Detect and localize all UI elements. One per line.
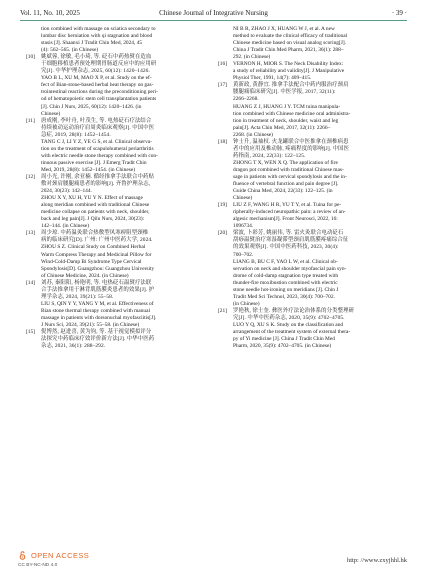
reference-item (218, 61, 398, 82)
reference-number: [17] (218, 82, 227, 89)
reference-line: 病的临床研究[D]. 广州: 广州中医药大学, 2024. (41, 237, 153, 244)
open-access-label: OPEN ACCESS (31, 551, 90, 560)
reference-number: [11] (26, 117, 35, 124)
reference-item (218, 308, 398, 350)
reference-line: ripherally-induced neuropathic pain: a review of an- (233, 209, 346, 216)
reference-line: 者中的应用及椎动脉, 疼痛程度的影响[J]. 中国医 (233, 145, 350, 152)
reference-number: [13] (26, 230, 35, 237)
reference-number: [19] (218, 202, 227, 209)
reference-line: ZHOU X Y, XU H, YU Y N. Effect of massage (41, 195, 143, 202)
reference-line: tion combined with Chinese medicine oral administra- (233, 110, 351, 117)
reference-line: 究[J]. 中华中医药杂志, 2020, 35(9): 4702–4705. (233, 314, 345, 321)
reference-line: 姚斌蓉, 徐敏, 毛小琦, 等. 砭石中药热熨在造血 (41, 54, 152, 61)
reference-line: 142–144. (in Chinese) (41, 223, 90, 230)
reference-number: [10] (26, 54, 35, 61)
page-number: · 39 · (391, 9, 407, 17)
reference-line: VERNON H, MIOR S. The Neck Disability Index: (233, 61, 344, 68)
reference-item (26, 174, 206, 230)
volume-issue: Vol. 11, No. 10, 2025 (20, 9, 80, 17)
reference-line: 700–702. (233, 251, 254, 258)
page-footer (0, 545, 427, 575)
reference-line: (4): 562–565. (in Chinese) (41, 47, 99, 54)
reference-number: [15] (26, 329, 35, 336)
reference-line: 药指南, 2024, 22(33): 122–125. (233, 152, 306, 159)
reference-line: Pharm, 2020, 35(9): 4702–4705. (in Chinese) (233, 343, 332, 350)
reference-line: 罗艳秋, 徐士奎. 彝医外疗法论治体系的分类整理研 (233, 307, 355, 314)
reference-item (26, 280, 206, 329)
reference-item (26, 329, 206, 350)
reference-line: 唐成刚, 李叶舟, 叶茂生, 等. 电热砭石疗法结合 (41, 117, 152, 124)
reference-line: Chinese medicine based on visual analog scoring[J]. (233, 40, 347, 47)
reference-line: Spondylosis[D]. Guangzhou: Guangzhou University (41, 265, 155, 272)
open-access-lock-icon (18, 551, 27, 560)
reference-line: NI B R, ZHAO J X, HUANG W J, et al. A new (233, 26, 335, 32)
reference-line: stone needle hot-ironing on meridians [J]. Chin J (233, 286, 339, 293)
reference-line: LIU Z F, WANG H R, YU T Y, et al. Tuina for pe- (233, 202, 342, 209)
reference-item (218, 230, 398, 308)
reference-item (218, 82, 398, 138)
references-right-column (218, 26, 398, 350)
reference-line: fect of Bian-stone-based herbal heat therapy on gas- (41, 82, 154, 89)
reference-line: 周少琼. 中药温灸联合热敷型风寒痹阻型颈椎 (41, 230, 149, 237)
reference-line: fluence of vertebral function and pain degree [J]. (233, 181, 339, 188)
reference-line: py of Yi medicine [J]. China J Tradit Chin Med (233, 336, 335, 343)
reference-line: 1096734. (233, 223, 254, 230)
reference-line: lumbar disc herniation with qi stagnation and blood (41, 33, 153, 40)
reference-line: along meridian combined with traditional Chinese (41, 202, 150, 209)
reference-line: 2268. (in Chinese) (233, 131, 273, 138)
reference-line: tion in treatment of neck, shoulder, waist and leg (233, 117, 339, 124)
reference-line: medicine collapse on patients with neck, shoulder, (41, 209, 150, 216)
reference-line: trointestinal reactions during the preconditioning peri- (41, 89, 158, 96)
reference-line: 腰腿痛临床研究[J]. 中医学报, 2017, 32(11): (233, 89, 336, 96)
reference-line: LUO Y Q, XU S K. Study on the classification and (233, 321, 344, 328)
reference-line: drome of cold-damp stagnation type treated with (233, 272, 339, 279)
reference-line: tion on the treatment of scapulohumeral periarthritis (41, 145, 154, 152)
reference-line: back and leg pain[J]. J Qilu Nurs, 2024, 30(23): (41, 216, 145, 223)
reference-line: TANG C J, LI Y Z, YE G S, et al. Clinical observa- (41, 138, 152, 145)
reference-item (218, 139, 398, 202)
reference-line: servation on neck and shoulder myofascial pain syn- (233, 265, 347, 272)
reference-line: 黄新政, 黄静宜. 推拿手法配合中药内服治疗颈肩 (233, 82, 349, 89)
reference-line: Guide China Med, 2024, 22(33): 122–125. (in (233, 188, 333, 195)
reference-line: YAO B L, XU M, MAO X P, et al. Study on the ef- (41, 75, 152, 82)
reference-line: [J]. Chin J Nurs, 2025, 60(12): 1420–1426. (in (41, 103, 142, 110)
reference-line: HUANG Z J, HUANG J Y. TCM tuina manipula- (233, 103, 341, 110)
reference-item (218, 26, 398, 61)
header-rule (20, 20, 407, 21)
reference-line: ZHONG T X, WEN X Q. The application of fire (233, 159, 338, 166)
reference-line: arrangement of the treatment system of external thera- (233, 329, 351, 336)
reference-line: sage in patients with cervical spondylosis and the in- (233, 173, 347, 180)
journal-title: Chinese Journal of Integrative Nursing (159, 9, 268, 17)
reference-line: thunder-fire moxibustion combined with electric (233, 279, 338, 286)
reference-line: 敷对颈肩腰腿痛患者的影响[J]. 齐鲁护理杂志, (41, 181, 151, 188)
reference-line: Bian stone thermal therapy combined with manual (41, 307, 150, 314)
reference-number: [14] (26, 279, 35, 286)
reference-number: [21] (218, 307, 227, 314)
reference-line: 周小光, 许刚, 余亚楠. 循经推拿手法联合中药贴 (41, 173, 155, 180)
reference-line: 究[J]. 中华护理杂志, 2025, 60(12): 1420–1426. (41, 68, 150, 75)
reference-item (26, 54, 206, 117)
reference-item (26, 230, 206, 279)
page-header (20, 6, 407, 20)
reference-line: LIANG B, BU C F, YAO L W, et al. Clinical ob- (233, 258, 338, 265)
reference-line: LIU S, QIN Y Y, YANG Y M, et al. Effectiveness of (41, 300, 154, 307)
reference-line: 急症, 2019, 28(8): 1452–1454. (41, 131, 111, 138)
open-access-badge (18, 551, 89, 560)
reference-line: of Chinese Medicine, 2024. (in Chinese) (41, 272, 129, 279)
license-text: CC BY-NC-ND 4.0 (18, 563, 58, 568)
reference-line: Chinese) (233, 195, 253, 202)
reference-number: [18] (218, 138, 227, 145)
journal-url[interactable]: http: //www.zxyjhhl.hk (346, 557, 407, 564)
reference-line: 持续被动运动治疗肩周炎临床观察[J]. 中国中医 (41, 124, 155, 131)
reference-number: [12] (26, 173, 35, 180)
reference-number: [16] (218, 61, 227, 68)
reference-line: 刘苏, 秦阳阳, 杨艳明, 等. 电热砭石温熨疗法联 (41, 279, 152, 286)
reference-line: J Nurs Sci, 2024, 39(21): 55–58. (in Chinese) (41, 321, 140, 328)
reference-line: Med, 2019, 28(8): 1452–1454. (in Chinese) (41, 166, 136, 173)
reference-item (26, 26, 206, 54)
reference-line: tion combined with massage on sciatica secondary to (41, 26, 156, 32)
reference-line: 倪博然, 赵进喜, 黄为钧, 等. 基于视觉模拟评分 (41, 329, 152, 336)
reference-line: 2266–2268. (233, 96, 259, 103)
reference-line: Wind-Cold-Damp Bi Syndrome Type Cervical (41, 258, 142, 265)
reference-line: 合手法推拿用于淋背肌筋膜炎患者的效果[J]. 护 (41, 286, 155, 293)
reference-line: Chinese) (41, 110, 61, 117)
reference-line: algesic mechanism[J]. Front Neurosci, 2022, 16: (233, 216, 338, 223)
reference-line: 理学杂志, 2024, 39(21): 55–58. (41, 293, 114, 300)
reference-line: 292. (in Chinese) (233, 54, 271, 61)
reference-line: 钟士升, 温袖权. 火龙罐联合中医推拿在颈椎病患 (233, 138, 349, 145)
reference-line: pain[J]. Acta Chin Med, 2017, 32(11): 2266– (233, 124, 331, 131)
reference-line: od of hematopoietic stem cell transplantation patients (41, 96, 157, 103)
reference-line: tinuous passive exercise [J]. J Emerg Tradit Chin (41, 159, 147, 166)
reference-line: 法探究中药临床疗效评价新方法[J]. 中华中医药 (41, 336, 155, 343)
reference-line: method to evaluate the clinical efficacy of traditional (233, 33, 348, 40)
reference-line: 梁波, 卜彩芳, 姚丽伟, 等. 雷火灸联合电动砭石 (233, 230, 344, 237)
reference-line: Physiol Ther, 1991, 14(7): 409–415. (233, 75, 312, 82)
reference-line: 杂志, 2021, 36(1): 288–292. (41, 343, 106, 350)
reference-line: China J Tradit Chin Med Pharm, 2021, 36(1): 288– (233, 47, 344, 54)
reference-line: Warm Compress Therapy and Medicinal Pillow for (41, 251, 152, 258)
references-left-column (26, 26, 206, 350)
reference-line: Tradit Med Sci Technol, 2023, 30(4): 700–702. (233, 293, 335, 300)
reference-line: stasis [J]. Shaanxi J Tradit Chin Med, 2024, 45 (41, 40, 143, 47)
reference-line: 2024, 30(23): 142–144. (41, 188, 92, 195)
reference-line: 的效果观察[J]. 中国中医药科技, 2023, 30(4): (233, 244, 339, 251)
reference-line: ZHOU S Z. Clinical Study on Combined Herbal (41, 244, 146, 251)
reference-line: dragon pot combined with traditional Chinese mas- (233, 166, 344, 173)
reference-item (218, 202, 398, 230)
reference-line: 刮痧温熨治疗寒湿凝滞型颈肩肌筋膜疼痛综合征 (233, 237, 349, 244)
reference-item (26, 118, 206, 174)
reference-line: with electric needle stone therapy combined with con- (41, 152, 158, 159)
reference-line: massage in patients with dorsonuchal myofasciitis[J]. (41, 314, 157, 321)
reference-line: a study of reliability and validity[J]. J Manipulative (233, 68, 345, 75)
reference-line: 干细胞移植患者预处理期胃肠道反应中的应用研 (41, 61, 157, 68)
reference-line: (in Chinese) (233, 300, 260, 307)
reference-number: [20] (218, 230, 227, 237)
